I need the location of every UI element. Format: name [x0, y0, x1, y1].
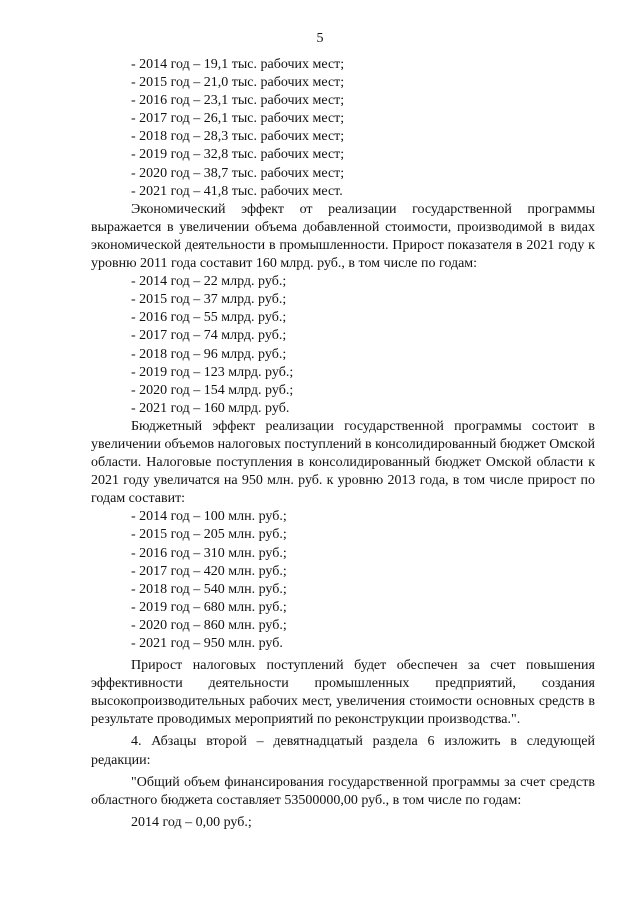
list-item: - 2015 год – 21,0 тыс. рабочих мест; — [131, 75, 345, 91]
list-item: - 2014 год – 100 млн. руб.; — [131, 509, 287, 525]
value-added-list — [91, 273, 595, 418]
list-item: - 2018 год – 28,3 тыс. рабочих мест; — [131, 129, 345, 145]
tax-revenue-list — [91, 508, 595, 653]
item4-paragraph: 4. Абзацы второй – девятнадцатый раздела 6 изложить в следующей редакции: — [91, 734, 595, 768]
list-item: - 2017 год – 74 млрд. руб.; — [131, 328, 287, 344]
list-item: - 2014 год – 19,1 тыс. рабочих мест; — [131, 57, 345, 72]
list-item: - 2016 год – 23,1 тыс. рабочих мест; — [131, 93, 345, 109]
list-item: - 2021 год – 160 млрд. руб. — [131, 400, 290, 416]
budget-effect-paragraph: Бюджетный эффект реализации государственной программы состоит в увеличении объемов налоговых поступлений в консолидированный бюджет Омской области. Налоговые поступления в консолидированный бюджет Омской области к 2021 году увеличатся на 950 млн. руб. к уровню 2013 года, в том числе прирост по годам составит: — [91, 418, 595, 507]
document-body — [91, 56, 595, 832]
list-item: - 2016 год – 310 млн. руб.; — [131, 545, 287, 561]
list-item: - 2020 год – 38,7 тыс. рабочих мест; — [131, 165, 345, 181]
list-item: - 2016 год – 55 млрд. руб.; — [131, 310, 287, 326]
list-item: - 2020 год – 860 млн. руб.; — [131, 617, 287, 633]
tax-growth-paragraph: Прирост налоговых поступлений будет обеспечен за счет повышения эффективности деятельности промышленных предприятий, создания высокопроизводительных рабочих мест, увеличения стоимости основных средств в результате проводимых мероприятий по реконструкции производства.". — [91, 658, 595, 728]
list-item: - 2021 год – 41,8 тыс. рабочих мест. — [131, 183, 343, 199]
list-item: - 2021 год – 950 млн. руб. — [131, 636, 283, 651]
list-item: - 2018 год – 96 млрд. руб.; — [131, 346, 287, 362]
list-item: - 2014 год – 22 млрд. руб.; — [131, 274, 287, 290]
list-item: - 2017 год – 26,1 тыс. рабочих мест; — [131, 111, 345, 127]
page-number: 5 — [316, 31, 324, 46]
list-item: - 2019 год – 123 млрд. руб.; — [131, 364, 294, 380]
list-item: - 2018 год – 540 млн. руб.; — [131, 581, 287, 597]
financing-paragraph: "Общий объем финансирования государственной программы за счет средств областного бюджета составляет 53500000,00 руб., в том числе по годам: — [91, 774, 595, 808]
jobs-list — [91, 56, 595, 201]
list-item: - 2015 год – 37 млрд. руб.; — [131, 292, 287, 308]
economic-effect-paragraph: Экономический эффект от реализации государственной программы выражается в увеличении объема добавленной стоимости, производимой в видах экономической деятельности в промышленности. Прирост показателя в 2021 году к уровню 2011 года составит 160 млрд. руб., в том числе по годам: — [91, 201, 595, 272]
financing-first-line: 2014 год – 0,00 руб.; — [131, 814, 252, 830]
list-item: - 2017 год – 420 млн. руб.; — [131, 563, 287, 579]
list-item: - 2019 год – 32,8 тыс. рабочих мест; — [131, 147, 345, 163]
list-item: - 2020 год – 154 млрд. руб.; — [131, 382, 294, 398]
list-item: - 2019 год – 680 млн. руб.; — [131, 599, 287, 615]
list-item: - 2015 год – 205 млн. руб.; — [131, 527, 287, 543]
